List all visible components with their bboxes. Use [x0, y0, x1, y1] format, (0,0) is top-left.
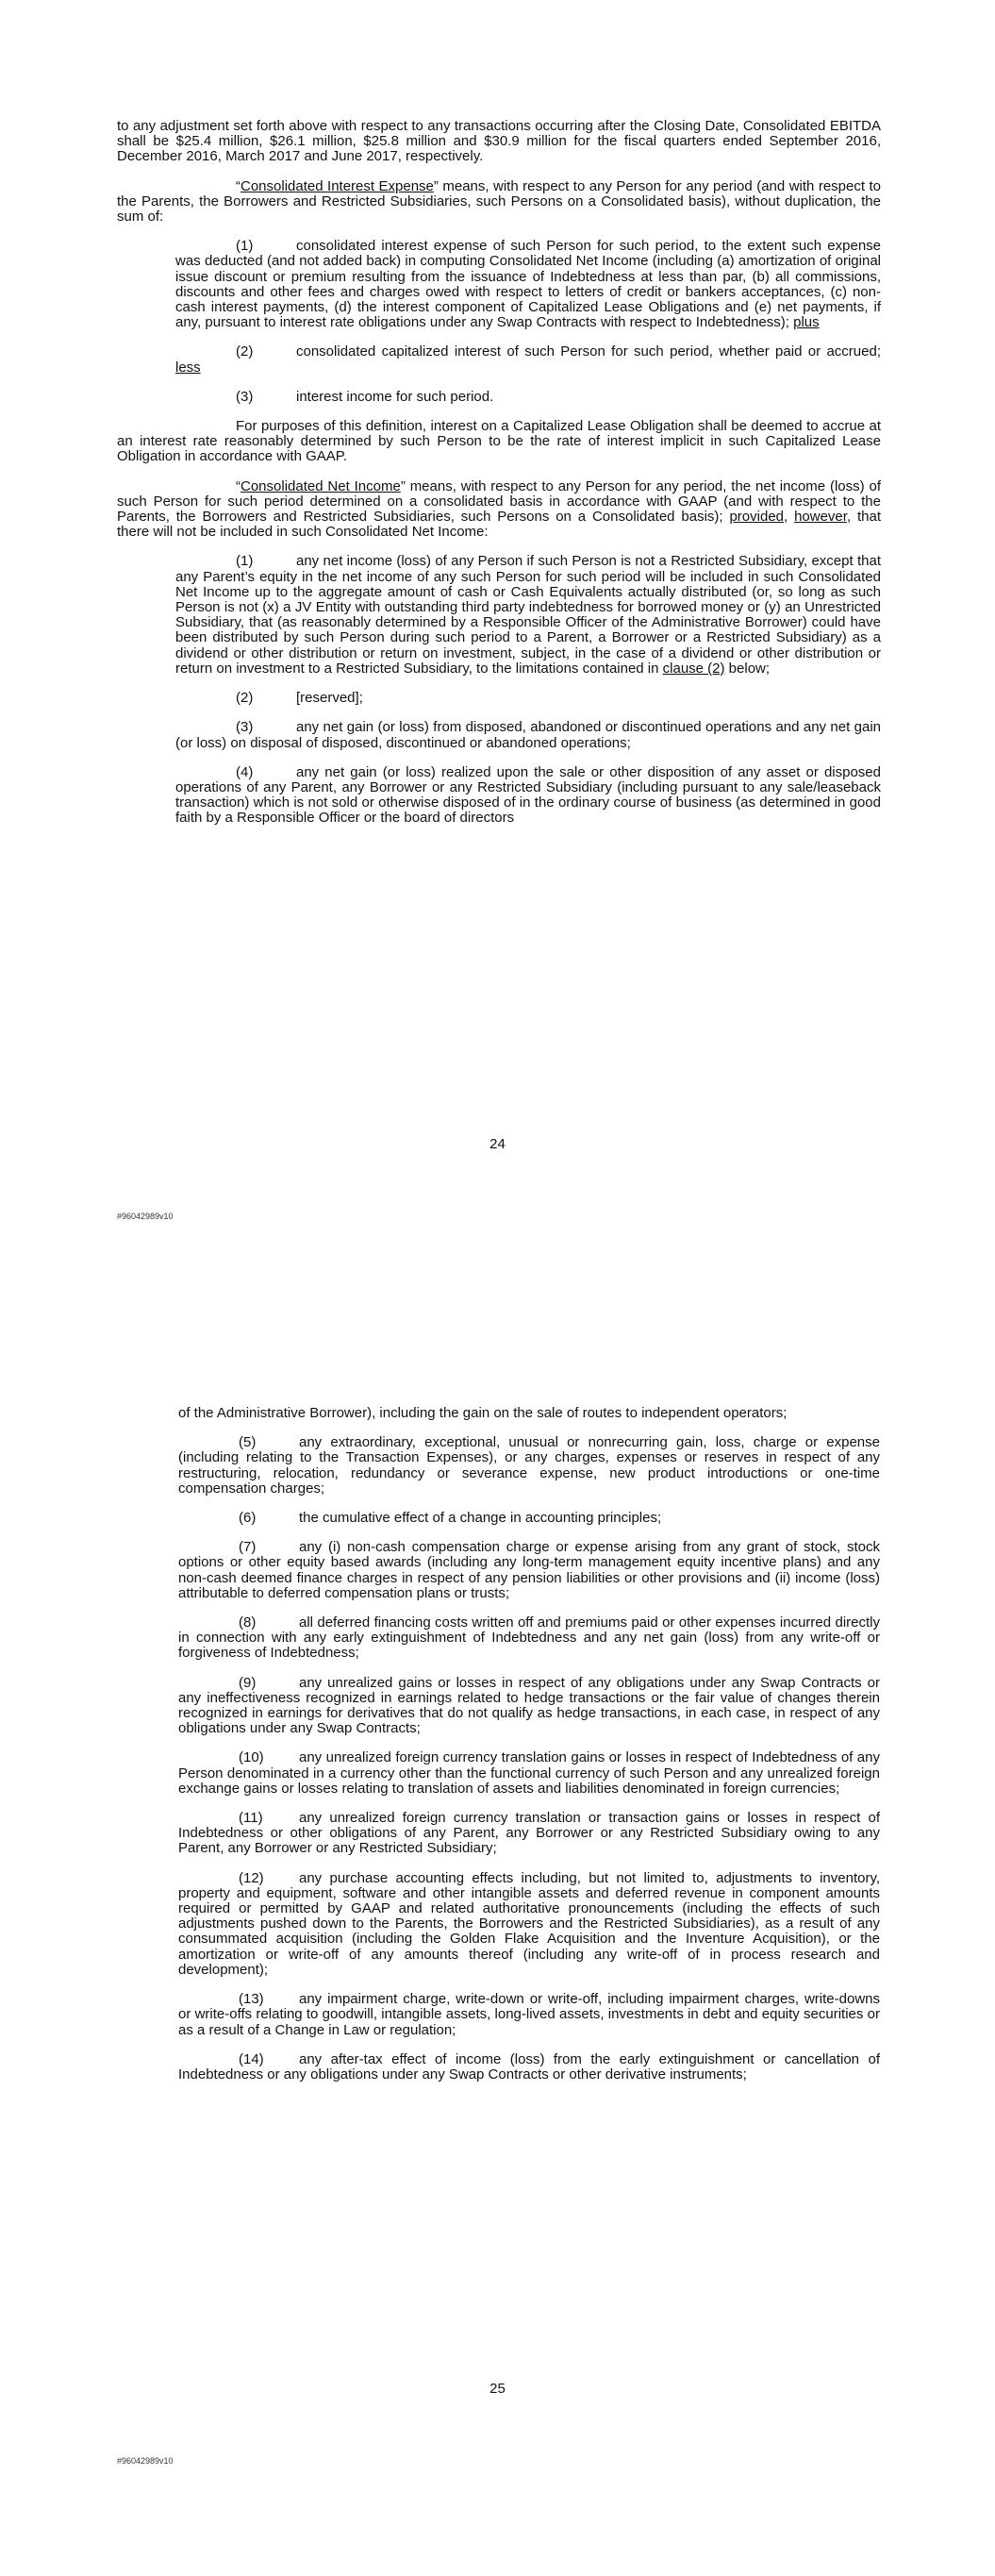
page-number: 24: [489, 1136, 506, 1152]
purposes-paragraph: For purposes of this definition, interest on a Capitalized Lease Obligation shall be deemed to accrue at an interest rate reasonably determined by such Person to be the rate of interest implicit in such Capitalized Lease Obligation in accordance with GAAP.: [117, 418, 881, 465]
continuation-paragraph: of the Administrative Borrower), including the gain on the sale of routes to independent operators;: [178, 1405, 788, 1421]
list-item: (6) the cumulative effect of a change in accounting principles;: [239, 1510, 662, 1527]
page-25-body: [178, 1406, 880, 2083]
list-item: (10) any unrealized foreign currency translation gains or losses in respect of Indebtedness of any Person denominated in a currency other than the functional currency of such Person and any unrealized foreign exchange gains or losses relating to translation of assets and liabilities denominated in foreign currencies;: [178, 1749, 880, 1797]
defined-term: Consolidated Interest Expense: [240, 177, 434, 194]
list-item: (2) [reserved];: [236, 690, 363, 707]
page-24-body: [117, 119, 881, 827]
list-item: (9) any unrealized gains or losses in respect of any obligations under any Swap Contracts or any ineffectiveness recognized in earnings related to hedge transactions or the fair value of changes therein recognized in earnings for derivatives that do not qualify as hedge transactions, in each case, in respect of any obligations under any Swap Contracts;: [178, 1674, 880, 1737]
list-item: (1) any net income (loss) of any Person if such Person is not a Restricted Subsidiary, except that any Parent’s equity in the net income of any such Person for such period will be included in such Consolidated Net Income up to the aggregate amount of cash or Cash Equivalents actually distributed (or, so long as such Person is not (x) a JV Entity with outstanding third party indebtedness for borrowed money or (y) an Unrestricted Subsidiary, that (as reasonably determined by a Responsible Officer of the Administrative Borrower) could have been distributed by such Person during such period to a Parent, a Borrower or a Restricted Subsidiary) as a dividend or other distribution or return on investment, subject, in the case of a dividend or other distribution or return on investment to a Restricted Subsidiary, to the limitations contained in clause (2) below;: [175, 553, 881, 677]
list-item: (11) any unrealized foreign currency translation or transaction gains or losses in respect of Indebtedness or other obligations of any Parent, any Borrower or any Restricted Subsidiary owing to any Parent, any Borrower or any Restricted Subsidiary;: [178, 1810, 880, 1857]
definition-consolidated-net-income: “Consolidated Net Income” means, with respect to any Person for any period, the net income (loss) of such Person for such period determined on a consolidated basis in accordance with GAAP (and with respect to the Parents, the Borrowers and Restricted Subsidiaries, such Persons on a Consolidated basis); provided, however, that there will not be included in such Consolidated Net Income:: [117, 477, 881, 541]
defined-term: Consolidated Net Income: [240, 477, 401, 494]
list-item: (13) any impairment charge, write-down or write-off, including impairment charges, write-downs or write-offs relating to goodwill, intangible assets, long-lived assets, investments in debt and equity securities or as a result of a Change in Law or regulation;: [178, 1991, 880, 2038]
list-item: (3) interest income for such period.: [236, 388, 494, 405]
list-item: (8) all deferred financing costs written off and premiums paid or other expenses incurred directly in connection with any early extinguishment of Indebtedness and any net gain (loss) from any write-off or forgiveness of Indebtedness;: [178, 1614, 880, 1662]
list-item: (2) consolidated capitalized interest of such Person for such period, whether paid or accrued; less: [175, 343, 881, 376]
list-item: (5) any extraordinary, exceptional, unusual or nonrecurring gain, loss, charge or expense (including relating to the Transaction Expenses), or any charges, expenses or reserves in respect of any restructuring, relocation, redundancy or severance expense, new product introductions or one-time compensation charges;: [178, 1434, 880, 1497]
list-item: (1) consolidated interest expense of such Person for such period, to the extent such expense was deducted (and not added back) in computing Consolidated Net Income (including (a) amortization of original issue discount or premium resulting from the issuance of Indebtedness at less than par, (b) all commissions, discounts and other fees and charges owed with respect to letters of credit or bankers acceptances, (c) non-cash interest payments, (d) the interest component of Capitalized Lease Obligations and (e) net payments, if any, pursuant to interest rate obligations under any Swap Contracts with respect to Indebtedness); plus: [175, 238, 881, 331]
page-25: [0, 1288, 995, 2576]
clause-reference: clause (2): [662, 660, 725, 677]
list-item: (3) any net gain (or loss) from disposed, abandoned or discontinued operations and any net gain (or loss) on disposal of disposed, discontinued or abandoned operations;: [175, 719, 881, 751]
list-item: (12) any purchase accounting effects including, but not limited to, adjustments to inventory, property and equipment, software and other intangible assets and deferred revenue in component amounts required or permitted by GAAP and related authoritative pronouncements (including the effects of such adjustments pushed down to the Parents, the Borrowers and the Restricted Subsidiaries), as a result of any consummated acquisition (including the Golden Flake Acquisition and the Inventure Acquisition), or the amortization or write-off of any amounts thereof (including any write-off of in process research and development);: [178, 1869, 880, 1978]
list-item: (4) any net gain (or loss) realized upon the sale or other disposition of any asset or disposed operations of any Parent, any Borrower or any Restricted Subsidiary (including pursuant to any sale/leaseback transaction) which is not sold or otherwise disposed of in the ordinary course of business (as determined in good faith by a Responsible Officer or the board of directors: [175, 763, 881, 827]
list-item: (14) any after-tax effect of income (loss) from the early extinguishment or cancellation of Indebtedness or any obligations under any Swap Contracts or other derivative instruments;: [178, 2050, 880, 2083]
definition-consolidated-interest-expense: “Consolidated Interest Expense” means, with respect to any Person for any period (and with respect to the Parents, the Borrowers and Restricted Subsidiaries, such Persons on a Consolidated basis), without duplication, the sum of:: [117, 177, 881, 226]
list-item: (7) any (i) non-cash compensation charge or expense arising from any grant of stock, stock options or other equity based awards (including any long-term management equity incentive plans) and any non-cash deemed finance charges in respect of any pension liabilities or other provisions and (ii) income (loss) attributable to deferred compensation plans or trusts;: [178, 1539, 880, 1601]
document-id: #96042989v10: [117, 2456, 174, 2466]
document-id: #96042989v10: [117, 1212, 174, 1221]
continuation-paragraph: to any adjustment set forth above with respect to any transactions occurring after the Closing Date, Consolidated EBITDA shall be $25.4 million, $26.1 million, $25.8 million and $30.9 million for the fiscal quarters ended September 2016, December 2016, March 2017 and June 2017, respectively.: [117, 118, 881, 165]
page-number: 25: [489, 2381, 506, 2397]
